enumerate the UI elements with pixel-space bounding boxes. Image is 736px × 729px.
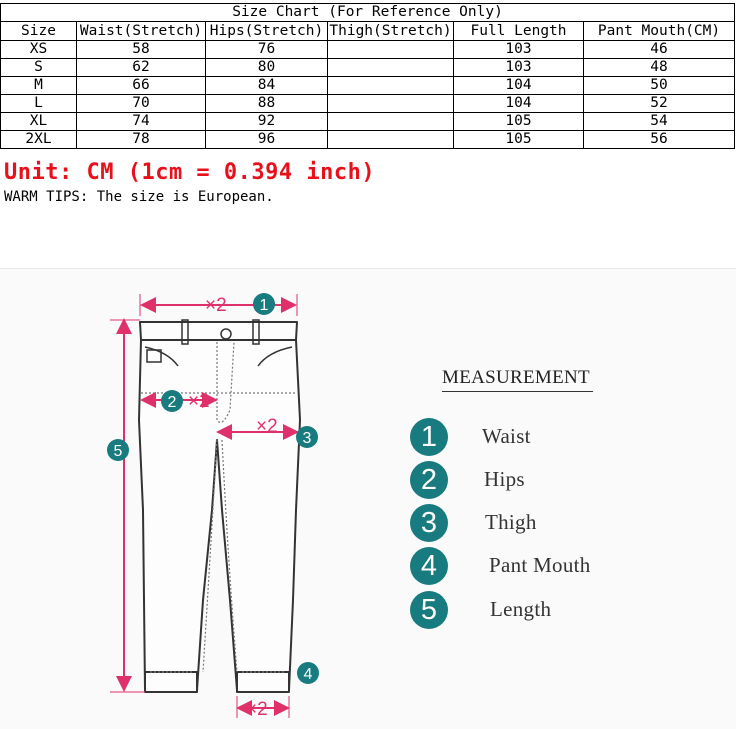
- number-2-icon: 2: [410, 461, 448, 499]
- hips-multiplier: ×2: [188, 391, 210, 412]
- legend-label-hips: Hips: [484, 467, 525, 491]
- badge-2-label: 2: [167, 394, 177, 411]
- warm-tips-note: WARM TIPS: The size is European.: [4, 189, 274, 205]
- legend-label-thigh: Thigh: [485, 510, 537, 534]
- table-cell: 50: [584, 77, 735, 95]
- table-cell: M: [1, 77, 77, 95]
- table-cell: 84: [206, 77, 328, 95]
- table-cell: 48: [584, 59, 735, 77]
- table-cell: 80: [206, 59, 328, 77]
- legend-label-length: Length: [490, 597, 552, 621]
- table-cell: 92: [206, 113, 328, 131]
- number-3-icon: 3: [410, 504, 448, 542]
- table-cell: 58: [77, 41, 206, 59]
- waistband: [140, 322, 297, 340]
- table-cell: 78: [77, 131, 206, 149]
- table-cell: 74: [77, 113, 206, 131]
- column-header-size: Size: [1, 22, 77, 41]
- table-cell: XS: [1, 41, 77, 59]
- table-cell: 103: [454, 59, 584, 77]
- table-cell: 66: [77, 77, 206, 95]
- table-cell: 70: [77, 95, 206, 113]
- table-cell: 104: [454, 77, 584, 95]
- legend-label-waist: Waist: [482, 424, 531, 448]
- table-cell: 105: [454, 131, 584, 149]
- badge-4-label: 4: [303, 666, 313, 683]
- badge-5-label: 5: [113, 443, 123, 460]
- table-cell: 46: [584, 41, 735, 59]
- column-header-hips: Hips(Stretch): [206, 22, 328, 41]
- pants-body: [139, 340, 300, 690]
- column-header-full-length: Full Length: [454, 22, 584, 41]
- number-1-icon: 1: [410, 418, 448, 456]
- badge-3-label: 3: [302, 430, 312, 447]
- mouth-multiplier: ×2: [246, 699, 268, 720]
- legend-title: MEASUREMENT: [442, 367, 593, 392]
- table-cell: 52: [584, 95, 735, 113]
- table-cell: 104: [454, 95, 584, 113]
- number-5-icon: 5: [410, 591, 448, 629]
- thigh-multiplier: ×2: [256, 416, 278, 437]
- table-cell: 62: [77, 59, 206, 77]
- column-header-waist: Waist(Stretch): [77, 22, 206, 41]
- table-cell: 96: [206, 131, 328, 149]
- legend-label-pant-mouth: Pant Mouth: [489, 553, 591, 577]
- badge-1-label: 1: [259, 297, 269, 314]
- table-cell: XL: [1, 113, 77, 131]
- table-cell: 54: [584, 113, 735, 131]
- table-cell: 2XL: [1, 131, 77, 149]
- table-cell: 88: [206, 95, 328, 113]
- column-header-pant-mouth: Pant Mouth(CM): [584, 22, 735, 41]
- table-cell: 56: [584, 131, 735, 149]
- left-cuff: [145, 672, 197, 692]
- table-cell: 105: [454, 113, 584, 131]
- table-cell: S: [1, 59, 77, 77]
- column-header-thigh: Thigh(Stretch): [329, 23, 452, 39]
- size-chart-title: Size Chart (For Reference Only): [1, 4, 735, 22]
- table-cell: 76: [206, 41, 328, 59]
- right-cuff: [237, 672, 289, 692]
- number-4-icon: 4: [410, 547, 448, 585]
- table-cell: L: [1, 95, 77, 113]
- waist-multiplier: ×2: [205, 295, 227, 316]
- table-cell: 103: [454, 41, 584, 59]
- unit-note: Unit: CM (1cm = 0.394 inch): [4, 160, 376, 185]
